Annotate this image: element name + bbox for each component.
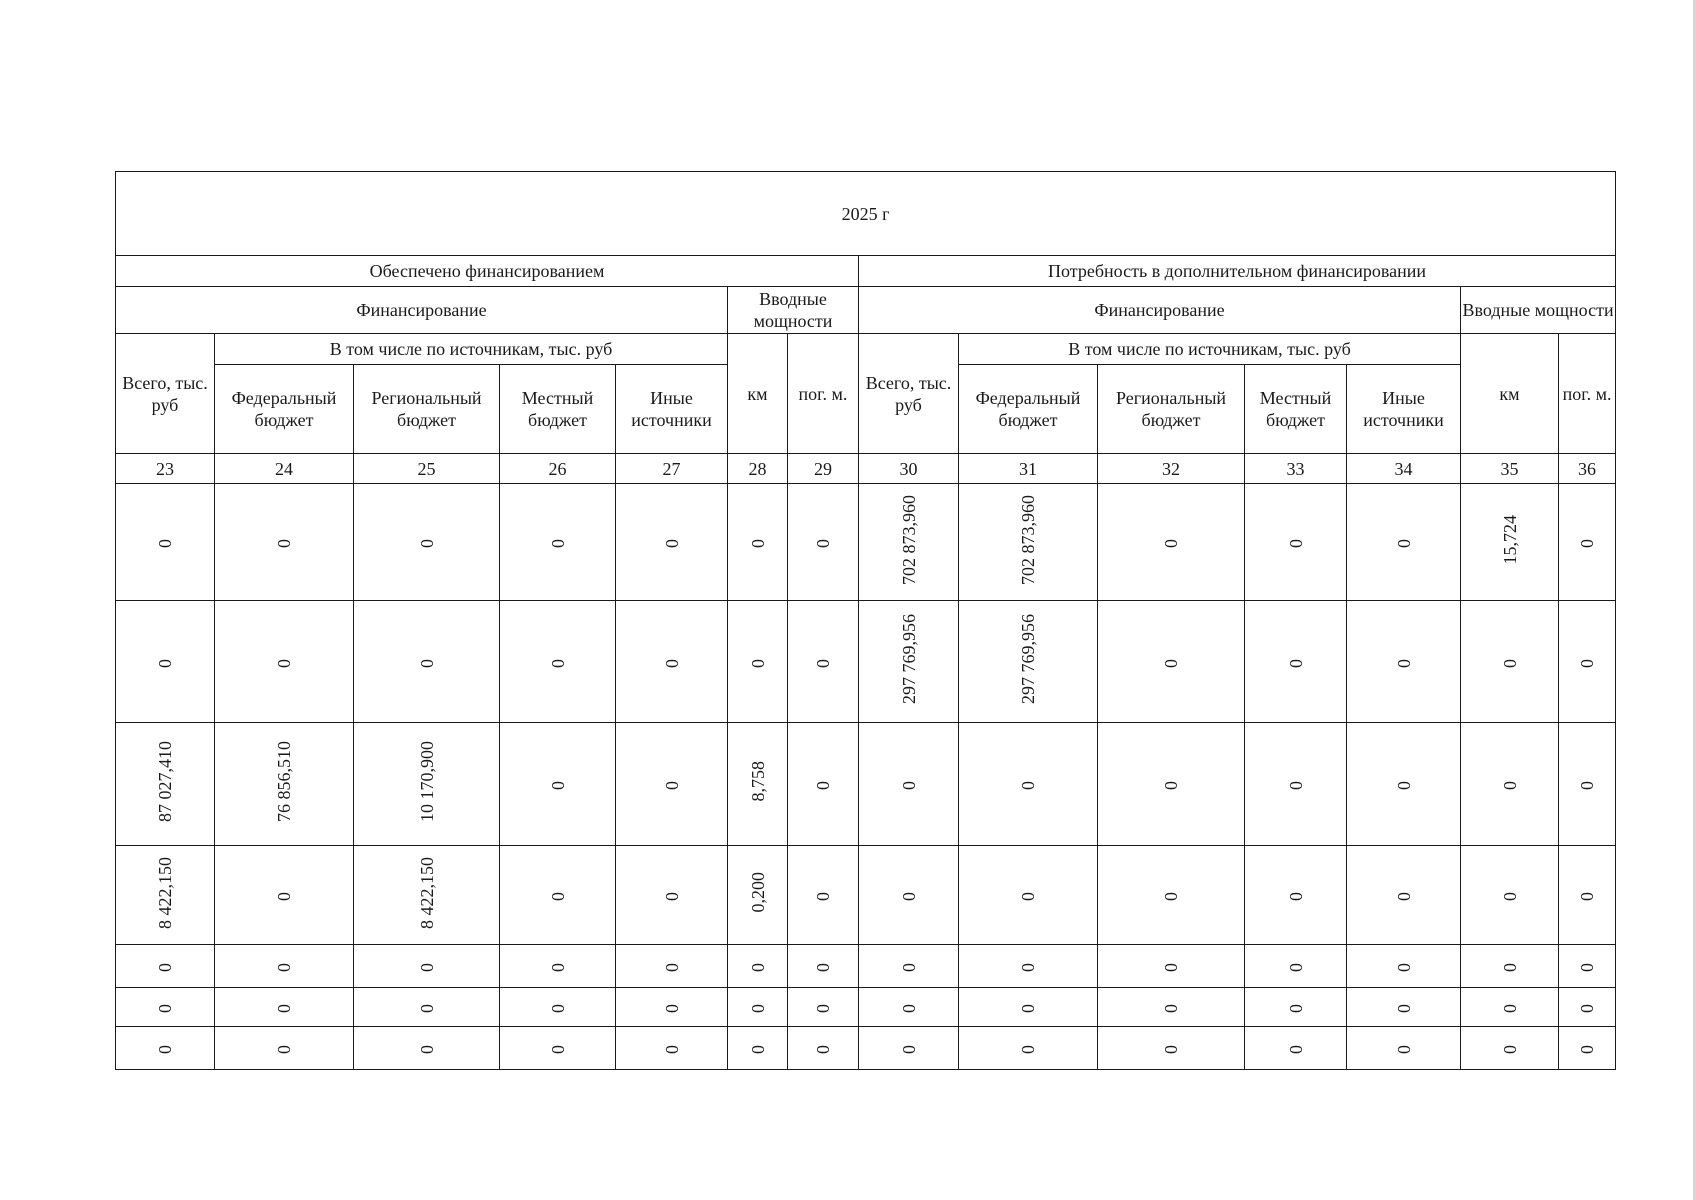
table-cell — [1347, 723, 1461, 846]
column-number: 36 — [1559, 454, 1616, 484]
cell-value: 0 — [547, 539, 568, 548]
table-row — [116, 601, 1616, 723]
cell-value: 297 769,956 — [1018, 614, 1038, 704]
cell-value: 0 — [813, 539, 833, 548]
table-cell — [788, 945, 859, 988]
table-cell — [1559, 601, 1616, 723]
cell-value: 0 — [1018, 1004, 1038, 1013]
cell-value: 0 — [898, 1004, 919, 1013]
cell-value: 0 — [1393, 963, 1414, 972]
cell-value: 0 — [747, 963, 768, 972]
cell-value: 0 — [898, 892, 919, 901]
cell-value: 76 856,510 — [274, 741, 294, 822]
needed-pog-header: пог. м. — [1559, 334, 1616, 454]
table-cell — [1347, 988, 1461, 1027]
financing-table — [115, 171, 1616, 1070]
table-cell — [728, 484, 788, 601]
table-cell — [1559, 846, 1616, 945]
cell-value: 0 — [1577, 892, 1598, 901]
cell-value: 0 — [416, 963, 437, 972]
table-cell — [788, 846, 859, 945]
cell-value: 0 — [661, 963, 682, 972]
cell-value: 0 — [1285, 1045, 1306, 1054]
table-cell — [1245, 601, 1347, 723]
table-cell — [788, 484, 859, 601]
column-number: 30 — [859, 454, 959, 484]
secured-federal-header: Федеральный бюджет — [215, 365, 354, 454]
table-cell — [728, 988, 788, 1027]
cell-value: 0 — [1161, 781, 1181, 790]
cell-value: 0 — [1577, 963, 1598, 972]
table-cell — [1098, 988, 1245, 1027]
cell-value: 0 — [1499, 963, 1520, 972]
cell-value: 0 — [1285, 892, 1306, 901]
cell-value: 0 — [416, 1004, 437, 1013]
column-number: 25 — [354, 454, 500, 484]
cell-value: 0 — [661, 892, 682, 901]
table-cell — [1461, 601, 1559, 723]
table-cell — [859, 1027, 959, 1070]
cell-value: 0 — [274, 892, 294, 901]
table-cell — [859, 601, 959, 723]
cell-value: 0 — [547, 1045, 568, 1054]
secured-pog-header: пог. м. — [788, 334, 859, 454]
cell-value: 0 — [1161, 658, 1181, 668]
table-row — [116, 988, 1616, 1027]
table-row — [116, 484, 1616, 601]
cell-value: 0 — [1161, 1045, 1181, 1054]
cell-value: 0 — [813, 781, 833, 790]
table-cell — [959, 723, 1098, 846]
cell-value: 8,758 — [747, 761, 768, 802]
cell-value: 0 — [661, 1004, 682, 1013]
table-cell — [1347, 601, 1461, 723]
table-cell — [728, 846, 788, 945]
table-cell — [1098, 723, 1245, 846]
cell-value: 0 — [1393, 1045, 1414, 1054]
cell-value: 0 — [1285, 1004, 1306, 1013]
table-cell — [116, 988, 215, 1027]
cell-value: 0 — [813, 1045, 833, 1054]
table-cell — [959, 601, 1098, 723]
table-cell — [354, 1027, 500, 1070]
cell-value: 0 — [747, 539, 768, 548]
secured-financing-header: Обеспечено финансированием — [116, 256, 859, 287]
table-cell — [1559, 723, 1616, 846]
year-header-row — [116, 172, 1616, 256]
cell-value: 0 — [1161, 1004, 1181, 1013]
cell-value: 0 — [155, 963, 175, 972]
cell-value: 0 — [813, 892, 833, 901]
table-cell — [616, 945, 728, 988]
cell-value: 0 — [1499, 1045, 1520, 1054]
secured-total-header: Всего, тыс. руб — [116, 334, 215, 454]
cell-value: 15,724 — [1499, 514, 1520, 565]
subgroup-header-row — [116, 287, 1616, 334]
cell-value: 0 — [1577, 539, 1598, 548]
table-row — [116, 846, 1616, 945]
column-number: 23 — [116, 454, 215, 484]
cell-value: 0 — [1393, 1004, 1414, 1013]
cell-value: 702 873,960 — [1018, 494, 1038, 585]
column-number: 35 — [1461, 454, 1559, 484]
year-title: 2025 г — [116, 172, 1616, 256]
cell-value: 0 — [1285, 539, 1306, 548]
table-cell — [788, 1027, 859, 1070]
table-row — [116, 723, 1616, 846]
column-number: 34 — [1347, 454, 1461, 484]
table-cell — [354, 945, 500, 988]
table-cell — [215, 846, 354, 945]
secured-local-header: Местный бюджет — [500, 365, 616, 454]
table-cell — [728, 723, 788, 846]
column-number: 27 — [616, 454, 728, 484]
table-cell — [959, 484, 1098, 601]
cell-value: 0 — [1577, 781, 1598, 790]
table-cell — [1559, 988, 1616, 1027]
column-number: 32 — [1098, 454, 1245, 484]
table-cell — [1347, 945, 1461, 988]
needed-total-header: Всего, тыс. руб — [859, 334, 959, 454]
cell-value: 0 — [274, 1045, 294, 1054]
cell-value: 0,200 — [747, 872, 768, 913]
cell-value: 0 — [155, 1004, 175, 1013]
table-row — [116, 1027, 1616, 1070]
cell-value: 0 — [1499, 892, 1520, 901]
cell-value: 0 — [1018, 1045, 1038, 1054]
table-cell — [1461, 988, 1559, 1027]
cell-value: 8 422,150 — [416, 856, 437, 929]
table-cell — [859, 484, 959, 601]
cell-value: 0 — [661, 1045, 682, 1054]
table-cell — [616, 846, 728, 945]
secured-capacity-subheader: Вводные мощности — [728, 287, 859, 334]
cell-value: 0 — [1393, 658, 1414, 668]
table-cell — [616, 484, 728, 601]
table-cell — [859, 723, 959, 846]
cell-value: 702 873,960 — [898, 494, 919, 585]
table-cell — [1461, 846, 1559, 945]
cell-value: 0 — [661, 658, 682, 668]
table-cell — [1245, 723, 1347, 846]
cell-value: 0 — [1018, 963, 1038, 972]
table-cell — [215, 723, 354, 846]
table-cell — [116, 945, 215, 988]
cell-value: 0 — [1018, 781, 1038, 790]
cell-value: 87 027,410 — [155, 741, 175, 822]
column-number: 29 — [788, 454, 859, 484]
column-number: 31 — [959, 454, 1098, 484]
table-cell — [1098, 945, 1245, 988]
table-cell — [616, 988, 728, 1027]
table-cell — [1461, 484, 1559, 601]
table-cell — [1461, 1027, 1559, 1070]
needed-by-source-header: В том числе по источникам, тыс. руб — [959, 334, 1461, 365]
secured-regional-header: Региональный бюджет — [354, 365, 500, 454]
table-cell — [1245, 1027, 1347, 1070]
cell-value: 0 — [1577, 1004, 1598, 1013]
cell-value: 0 — [747, 1004, 768, 1013]
table-cell — [616, 723, 728, 846]
cell-value: 0 — [155, 658, 175, 668]
cell-value: 0 — [274, 658, 294, 668]
table-cell — [1461, 945, 1559, 988]
table-cell — [1461, 723, 1559, 846]
cell-value: 0 — [898, 963, 919, 972]
cell-value: 0 — [274, 1004, 294, 1013]
table-row — [116, 945, 1616, 988]
table-cell — [116, 601, 215, 723]
cell-value: 0 — [547, 658, 568, 668]
cell-value: 0 — [1499, 658, 1520, 668]
cell-value: 8 422,150 — [155, 856, 175, 929]
table-cell — [959, 1027, 1098, 1070]
cell-value: 0 — [1393, 539, 1414, 548]
cell-value: 0 — [1577, 1045, 1598, 1054]
table-cell — [116, 723, 215, 846]
table-cell — [1098, 1027, 1245, 1070]
cell-value: 0 — [155, 539, 175, 548]
cell-value: 0 — [1499, 781, 1520, 790]
table-cell — [728, 601, 788, 723]
cell-value: 0 — [547, 963, 568, 972]
cell-value: 0 — [1161, 892, 1181, 901]
table-cell — [859, 846, 959, 945]
cell-value: 0 — [1161, 539, 1181, 548]
table-cell — [1559, 945, 1616, 988]
needed-financing-subheader: Финансирование — [859, 287, 1461, 334]
cell-value: 0 — [747, 1045, 768, 1054]
table-cell — [1245, 484, 1347, 601]
table-cell — [215, 484, 354, 601]
table-cell — [354, 601, 500, 723]
cell-value: 0 — [274, 539, 294, 548]
table-cell — [116, 484, 215, 601]
source-header-row — [116, 334, 1616, 365]
cell-value: 0 — [1499, 1004, 1520, 1013]
table-cell — [354, 484, 500, 601]
table-cell — [1245, 846, 1347, 945]
cell-value: 0 — [1018, 892, 1038, 901]
table-cell — [859, 945, 959, 988]
table-cell — [959, 988, 1098, 1027]
table-cell — [116, 846, 215, 945]
table-cell — [616, 1027, 728, 1070]
cell-value: 10 170,900 — [416, 741, 437, 822]
table-cell — [616, 601, 728, 723]
cell-value: 0 — [661, 539, 682, 548]
table-cell — [215, 601, 354, 723]
table-cell — [1098, 484, 1245, 601]
table-cell — [215, 1027, 354, 1070]
column-number: 28 — [728, 454, 788, 484]
table-cell — [116, 1027, 215, 1070]
table-cell — [1245, 988, 1347, 1027]
needed-regional-header: Региональный бюджет — [1098, 365, 1245, 454]
table-cell — [215, 988, 354, 1027]
column-number: 33 — [1245, 454, 1347, 484]
cell-value: 0 — [898, 781, 919, 790]
cell-value: 0 — [1393, 781, 1414, 790]
needed-other-header: Иные источники — [1347, 365, 1461, 454]
table-cell — [354, 723, 500, 846]
table-cell — [500, 846, 616, 945]
cell-value: 0 — [274, 963, 294, 972]
secured-financing-subheader: Финансирование — [116, 287, 728, 334]
table-cell — [728, 945, 788, 988]
table-cell — [354, 846, 500, 945]
table-cell — [500, 723, 616, 846]
column-number: 26 — [500, 454, 616, 484]
cell-value: 0 — [416, 539, 437, 548]
group-header-row — [116, 256, 1616, 287]
cell-value: 0 — [1393, 892, 1414, 901]
cell-value: 0 — [1161, 963, 1181, 972]
cell-value: 0 — [747, 658, 768, 668]
cell-value: 0 — [1577, 658, 1598, 668]
cell-value: 0 — [416, 658, 437, 668]
cell-value: 0 — [547, 781, 568, 790]
table-cell — [728, 1027, 788, 1070]
cell-value: 0 — [155, 1045, 175, 1054]
cell-value: 0 — [813, 963, 833, 972]
needed-local-header: Местный бюджет — [1245, 365, 1347, 454]
column-number-row — [116, 454, 1616, 484]
cell-value: 0 — [547, 892, 568, 901]
table-cell — [1098, 601, 1245, 723]
table-cell — [959, 945, 1098, 988]
needed-km-header: км — [1461, 334, 1559, 454]
table-cell — [500, 1027, 616, 1070]
needed-capacity-subheader: Вводные мощности — [1461, 287, 1616, 334]
table-cell — [1559, 1027, 1616, 1070]
column-number: 24 — [215, 454, 354, 484]
table-cell — [788, 988, 859, 1027]
cell-value: 0 — [661, 781, 682, 790]
cell-value: 0 — [1285, 781, 1306, 790]
table-cell — [500, 601, 616, 723]
table-cell — [500, 945, 616, 988]
secured-by-source-header: В том числе по источникам, тыс. руб — [215, 334, 728, 365]
table-cell — [859, 988, 959, 1027]
cell-value: 0 — [813, 658, 833, 668]
additional-financing-header: Потребность в дополнительном финансировании — [859, 256, 1616, 287]
cell-value: 0 — [813, 1004, 833, 1013]
cell-value: 0 — [416, 1045, 437, 1054]
table-cell — [1347, 484, 1461, 601]
table-cell — [788, 723, 859, 846]
table-cell — [500, 988, 616, 1027]
table-cell — [1098, 846, 1245, 945]
cell-value: 0 — [898, 1045, 919, 1054]
cell-value: 0 — [1285, 658, 1306, 668]
secured-other-header: Иные источники — [616, 365, 728, 454]
table-cell — [788, 601, 859, 723]
table-cell — [500, 484, 616, 601]
cell-value: 0 — [547, 1004, 568, 1013]
table-cell — [1347, 846, 1461, 945]
table-cell — [1559, 484, 1616, 601]
cell-value: 0 — [1285, 963, 1306, 972]
table-cell — [1245, 945, 1347, 988]
table-cell — [354, 988, 500, 1027]
table-cell — [959, 846, 1098, 945]
cell-value: 297 769,956 — [898, 614, 919, 704]
table-cell — [215, 945, 354, 988]
secured-km-header: км — [728, 334, 788, 454]
needed-federal-header: Федеральный бюджет — [959, 365, 1098, 454]
table-cell — [1347, 1027, 1461, 1070]
